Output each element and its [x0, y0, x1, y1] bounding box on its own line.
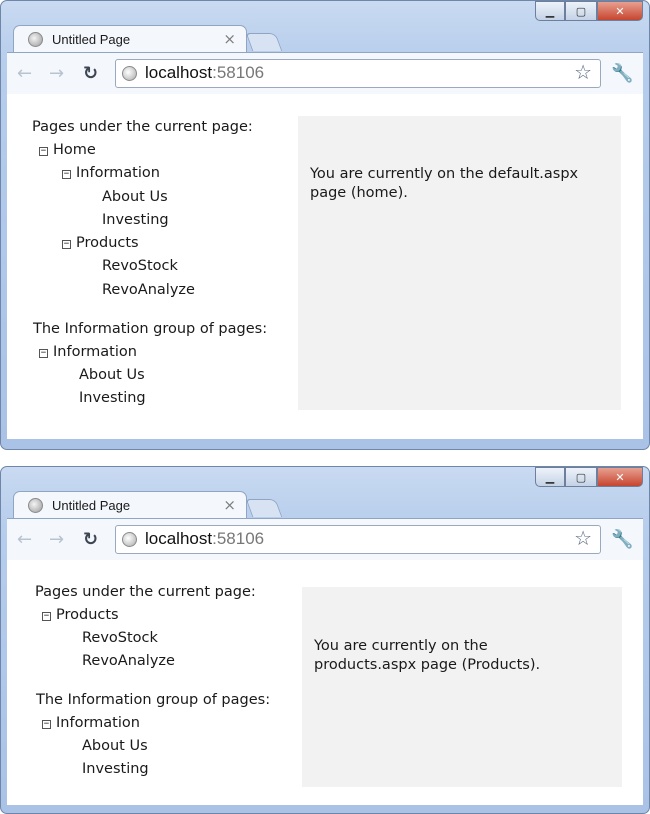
tree-node-information[interactable]: − Information	[43, 715, 140, 731]
browser-tab[interactable]	[13, 491, 247, 519]
tree-node-about-us[interactable]: About Us	[102, 189, 168, 205]
address-bar[interactable]	[115, 525, 601, 554]
tree-node-revoanalyze[interactable]: RevoAnalyze	[102, 282, 195, 298]
tree-node-information[interactable]: − Information	[63, 165, 160, 181]
panel-message: You are currently on the default.aspx page (home).	[310, 166, 579, 201]
tree-node-products[interactable]: − Products	[43, 607, 119, 623]
wrench-icon[interactable]: 🔧	[611, 63, 634, 84]
arrow-right-icon[interactable]: →	[49, 63, 65, 84]
close-window-button[interactable]: ✕	[597, 1, 643, 21]
page-content	[7, 94, 643, 439]
globe-icon	[122, 66, 137, 81]
new-tab-button[interactable]	[246, 33, 283, 51]
browser-toolbar	[7, 518, 643, 560]
maximize-button[interactable]: ▢	[565, 1, 597, 21]
content-panel	[298, 116, 621, 410]
star-icon[interactable]: ☆	[574, 60, 592, 84]
reload-icon[interactable]: ↻	[83, 63, 99, 84]
window-controls	[535, 1, 643, 23]
section-heading: Pages under the current page:	[35, 584, 256, 600]
tree-node-revoanalyze[interactable]: RevoAnalyze	[82, 653, 175, 669]
maximize-button[interactable]: ▢	[565, 467, 597, 487]
section-heading: Pages under the current page:	[32, 119, 253, 135]
arrow-left-icon[interactable]: ←	[17, 529, 33, 550]
browser-toolbar	[7, 52, 643, 94]
url-text[interactable]: localhost:58106	[145, 63, 265, 82]
section-heading: The Information group of pages:	[33, 321, 268, 337]
close-tab-icon[interactable]: ×	[223, 30, 236, 48]
window-controls	[535, 467, 643, 489]
browser-tab[interactable]	[13, 25, 247, 53]
collapse-icon[interactable]: −	[43, 719, 50, 729]
tab-title: Untitled Page	[52, 32, 131, 47]
tree-node-about-us[interactable]: About Us	[79, 367, 145, 383]
tree-node-information[interactable]: − Information	[40, 344, 137, 360]
collapse-icon[interactable]: −	[63, 169, 70, 179]
section-heading: The Information group of pages:	[36, 692, 271, 708]
tab-title: Untitled Page	[52, 498, 131, 513]
arrow-right-icon[interactable]: →	[49, 529, 65, 550]
tree-node-investing[interactable]: Investing	[82, 761, 149, 777]
collapse-icon[interactable]: −	[40, 146, 47, 156]
globe-icon	[122, 532, 137, 547]
content-panel	[302, 587, 622, 787]
arrow-left-icon[interactable]: ←	[17, 63, 33, 84]
panel-message: You are currently on the products.aspx page (Products).	[314, 638, 541, 673]
tree-node-investing[interactable]: Investing	[79, 390, 146, 406]
tree-node-about-us[interactable]: About Us	[82, 738, 148, 754]
reload-icon[interactable]: ↻	[83, 529, 99, 550]
star-icon[interactable]: ☆	[574, 526, 592, 550]
new-tab-button[interactable]	[246, 499, 283, 517]
globe-icon	[28, 498, 43, 513]
globe-icon	[28, 32, 43, 47]
menu-area	[35, 584, 300, 794]
tree-node-investing[interactable]: Investing	[102, 212, 169, 228]
url-text[interactable]: localhost:58106	[145, 529, 265, 548]
minimize-button[interactable]: ▁	[535, 467, 565, 487]
tree-node-revostock[interactable]: RevoStock	[82, 630, 158, 646]
close-tab-icon[interactable]: ×	[223, 496, 236, 514]
browser-window	[0, 466, 650, 814]
address-bar[interactable]	[115, 59, 601, 88]
tree-node-revostock[interactable]: RevoStock	[102, 258, 178, 274]
close-window-button[interactable]: ✕	[597, 467, 643, 487]
collapse-icon[interactable]: −	[43, 611, 50, 621]
minimize-button[interactable]: ▁	[535, 1, 565, 21]
tree-node-products[interactable]: − Products	[63, 235, 139, 251]
tree-node-home[interactable]: − Home	[40, 142, 96, 158]
wrench-icon[interactable]: 🔧	[611, 529, 634, 550]
collapse-icon[interactable]: −	[40, 348, 47, 358]
menu-area	[32, 119, 292, 419]
page-content	[7, 560, 643, 805]
collapse-icon[interactable]: −	[63, 239, 70, 249]
